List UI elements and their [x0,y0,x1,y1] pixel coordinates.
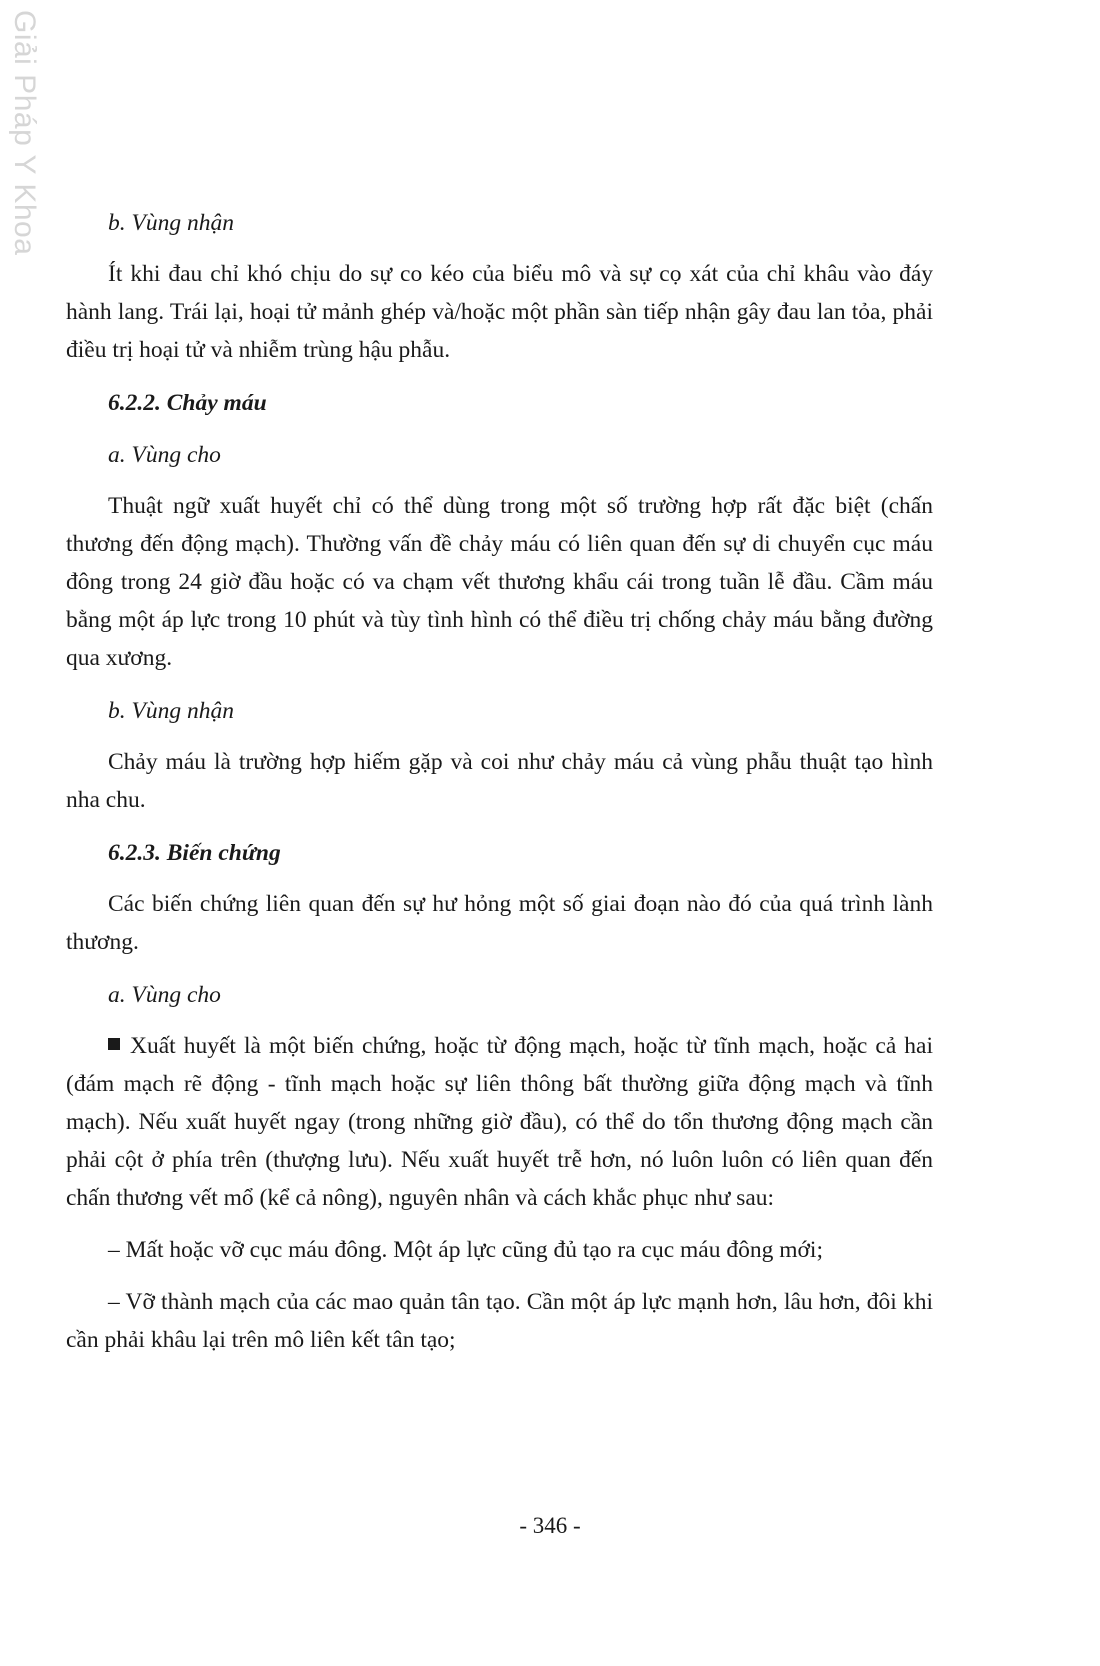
subheading-donor-site: a. Vùng cho [108,442,221,468]
paragraph-hemorrhage-complication [66,1027,933,1217]
subheading-recipient-site: b. Vùng nhận [108,210,234,236]
paragraph-pain: Ít khi đau chỉ khó chịu do sự co kéo của biểu mô và sự cọ xát của chỉ khâu vào đáy hành lang. Trái lại, hoại tử mảnh ghép và/hoặc một phần sàn tiếp nhận gây đau lan tỏa, phải điều trị hoại tử và nhiễm trùng hậu phẫu. [66,261,933,363]
paragraph-hemorrhage-donor: Thuật ngữ xuất huyết chỉ có thể dùng trong một số trường hợp rất đặc biệt (chấn thương đến động mạch). Thường vấn đề chảy máu có liên quan đến sự di chuyển cục máu đông trong 24 giờ đầu hoặc có va chạm vết thương khẩu cái trong tuần lễ đầu. Cầm máu bằng một áp lực trong 10 phút và tùy tình hình có thể điều trị chống chảy máu bằng đường qua xương. [66,493,933,671]
page-number: - 346 - [519,1513,581,1538]
watermark [2,10,46,256]
list-item-clot: – Mất hoặc vỡ cục máu đông. Một áp lực cũng đủ tạo ra cục máu đông mới; [108,1237,823,1263]
page-content [66,203,933,1373]
list-item-vessel: – Vỡ thành mạch của các mao quản tân tạo. Cần một áp lực mạnh hơn, lâu hơn, đôi khi cần phải khâu lại trên mô liên kết tân tạo; [66,1289,933,1353]
section-heading-bleeding: 6.2.2. Chảy máu [108,390,267,416]
paragraph-hemorrhage-text: Xuất huyết là một biến chứng, hoặc từ động mạch, hoặc từ tĩnh mạch, hoặc cả hai (đám mạch rẽ động - tĩnh mạch hoặc sự liên thông bất thường giữa động mạch và tĩnh mạch). Nếu xuất huyết ngay (trong những giờ đầu), có thể do tổn thương động mạch cần phải cột ở phía trên (thượng lưu). Nếu xuất huyết trễ hơn, nó luôn luôn có liên quan đến chấn thương vết mổ (kể cả nông), nguyên nhân và cách khắc phục như sau: [66,1033,933,1211]
subheading-recipient-site-2: b. Vùng nhận [108,698,234,724]
paragraph-complications-intro: Các biến chứng liên quan đến sự hư hỏng một số giai đoạn nào đó của quá trình lành thương. [66,891,933,955]
section-heading-complications: 6.2.3. Biến chứng [108,840,281,866]
paragraph-bleeding-recipient: Chảy máu là trường hợp hiếm gặp và coi như chảy máu cả vùng phẫu thuật tạo hình nha chu. [66,749,933,813]
watermark-text: Giải Pháp Y Khoa [8,10,41,256]
subheading-donor-site-2: a. Vùng cho [108,982,221,1008]
bullet-square-icon [108,1038,120,1050]
